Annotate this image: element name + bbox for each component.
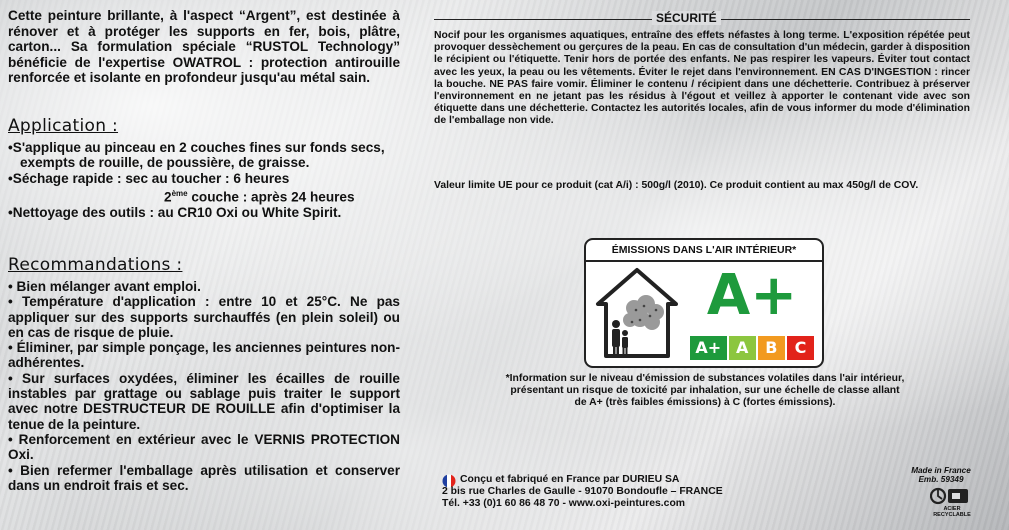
scale-c: C xyxy=(787,336,814,360)
recommandation-item: • Bien mélanger avant emploi. xyxy=(8,279,201,294)
footnote-line: présentant un risque de toxicité par inhalation, sur une échelle de classe allant xyxy=(510,385,900,396)
scale-b: B xyxy=(758,336,785,360)
application-item-1: •S'applique au pinceau en 2 couches fines sur fonds secs, xyxy=(8,140,385,155)
emissions-footnote xyxy=(470,373,940,409)
recommandation-item: • Bien refermer l'emballage après utilisation et conserver dans un endroit frais et sec. xyxy=(8,462,400,493)
made-in-france xyxy=(906,467,976,484)
emissions-grade: A+ xyxy=(706,263,798,328)
recommandation-item: • Éliminer, par simple ponçage, les anciennes peintures non-adhérentes. xyxy=(8,340,400,371)
footer-line-2: 2 bis rue Charles de Gaulle - 91070 Bondoufle – FRANCE xyxy=(442,486,723,497)
scale-a-plus: A+ xyxy=(690,336,727,360)
application-item-2: •Séchage rapide : sec au toucher : 6 heures xyxy=(8,170,290,186)
footnote-line: *Information sur le niveau d'émission de substances volatiles dans l'air intérieur, xyxy=(505,373,905,384)
application-item-3: •Nettoyage des outils : au CR10 Oxi ou White Spirit. xyxy=(8,204,342,220)
application-item-1b: exempts de rouille, de poussière, de graisse. xyxy=(20,155,310,171)
recommandation-item: • Sur surfaces oxydées, éliminer les écailles de rouille instables par grattage ou sablage puis traiter le support avec notre DESTRUCTEUR DE ROUILLE afin d'optimiser la tenue de la peinture. xyxy=(8,370,400,432)
house-icon xyxy=(594,266,680,360)
emb-code: Emb. 59349 xyxy=(918,474,964,484)
recycle-text: ACIER RECYCLABLE xyxy=(933,506,971,518)
cov-text: Valeur limite UE pour ce produit (cat A/i) : 500g/l (2010). Ce produit contient au max 450g/l de COV. xyxy=(434,180,919,191)
footer-line-3: Tél. +33 (0)1 60 86 48 70 - www.oxi-peintures.com xyxy=(442,497,686,509)
footer-line-1: Conçu et fabriqué en France par DURIEU SA xyxy=(460,474,680,485)
application-item-2b: 2ème couche : après 24 heures xyxy=(164,188,355,205)
emissions-label xyxy=(584,238,824,368)
footer-address xyxy=(442,486,862,509)
recommandation-item: • Renforcement en extérieur avec le VERNIS PROTECTION Oxi. xyxy=(8,431,400,463)
securite-title: SÉCURITÉ xyxy=(652,11,721,25)
emissions-title: ÉMISSIONS DANS L'AIR INTÉRIEUR* xyxy=(586,240,822,262)
footnote-line: de A+ (très faibles émissions) à C (fortes émissions). xyxy=(574,397,836,408)
steel-recyclable-icon xyxy=(930,486,972,506)
recommandations-heading: Recommandations : xyxy=(8,255,183,275)
application-heading: Application : xyxy=(8,116,119,136)
scale-a: A xyxy=(729,336,756,360)
emissions-scale xyxy=(690,336,814,360)
made-in-text: Made in France xyxy=(911,466,971,475)
application-block xyxy=(8,140,400,220)
securite-text: Nocif pour les organismes aquatiques, entraîne des effets néfastes à long terme. L'exposition répétée peut provoquer dessèchement ou gerçures de la peau. En cas de consultation d'un médecin, garder à disposition le récipient ou l'étiquette. Tenir hors de portée des enfants. Ne pas respirer les vapeurs. Éviter tout contact avec les yeux, la peau ou les vêtements. Éviter le rejet dans l'environnement. EN CAS D'INGESTION : rincer la bouche. NE PAS faire vomir. Éliminer le contenu / récipient dans une déchetterie. Contribuez à préserver l'environnement en ne jetant pas les résidus à l'égout et veillez à apporter le contenant vide avec son étiquette dans une déchetterie. Contactez les autorités locales, afin de vous informer du mode d'élimination de l'emballage non vide. xyxy=(434,30,970,127)
recommandation-item: • Température d'application : entre 10 et 25°C. Ne pas appliquer sur des supports surchauffés (en plein soleil) ou en cas de risque de pluie. xyxy=(8,294,400,340)
recommandations-list xyxy=(8,279,400,493)
intro-paragraph: Cette peinture brillante, à l'aspect “Argent”, est destinée à rénover et à protéger les supports en fer, bois, plâtre, carton... Sa formulation spéciale “RUSTOL Technology” bénéficie de l'expertise OWATROL : protection antirouille renforcée et isolante en profondeur jusqu'au métal sain. xyxy=(8,8,400,85)
